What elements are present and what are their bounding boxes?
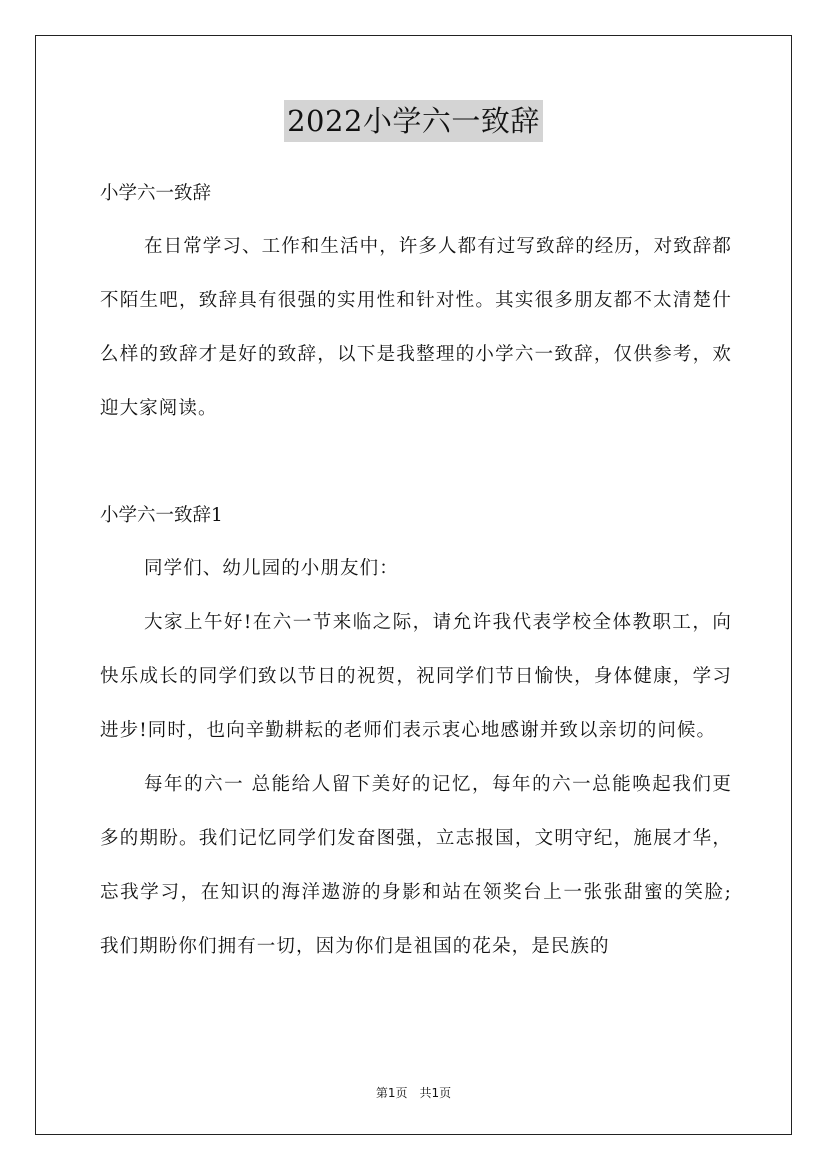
section1-heading: 小学六一致辞1 [100, 505, 223, 526]
document-title: 2022小学六一致辞 [284, 100, 543, 142]
title-container [0, 100, 827, 142]
intro-paragraph: 在日常学习、工作和生活中，许多人都有过写致辞的经历，对致辞都不陌生吧，致辞具有很强的实用性和针对性。其实很多朋友都不太清楚什么样的致辞才是好的致辞，以下是我整理的小学六一致辞，仅供参考，欢迎大家阅读。 [100, 236, 733, 419]
intro-heading: 小学六一致辞 [100, 183, 212, 204]
section1-paragraph-1: 大家上午好!在六一节来临之际，请允许我代表学校全体教职工，向快乐成长的同学们致以节日的祝贺，祝同学们节日愉快，身体健康，学习进步!同时，也向辛勤耕耘的老师们表示衷心地感谢并致以亲切的问候。 [100, 612, 732, 741]
section1-greeting: 同学们、幼儿园的小朋友们： [144, 558, 399, 579]
page-footer: 第1页 共1页 [375, 1086, 452, 1100]
paragraph-spacer [100, 436, 732, 490]
document-body [100, 168, 732, 974]
section1-paragraph-2: 每年的六一 总能给人留下美好的记忆，每年的六一总能唤起我们更多的期盼。我们记忆同学们发奋图强，立志报国，文明守纪，施展才华，忘我学习，在知识的海洋遨游的身影和站在领奖台上一张张甜蜜的笑脸;我们期盼你们拥有一切，因为你们是祖国的花朵，是民族的 [100, 774, 732, 957]
